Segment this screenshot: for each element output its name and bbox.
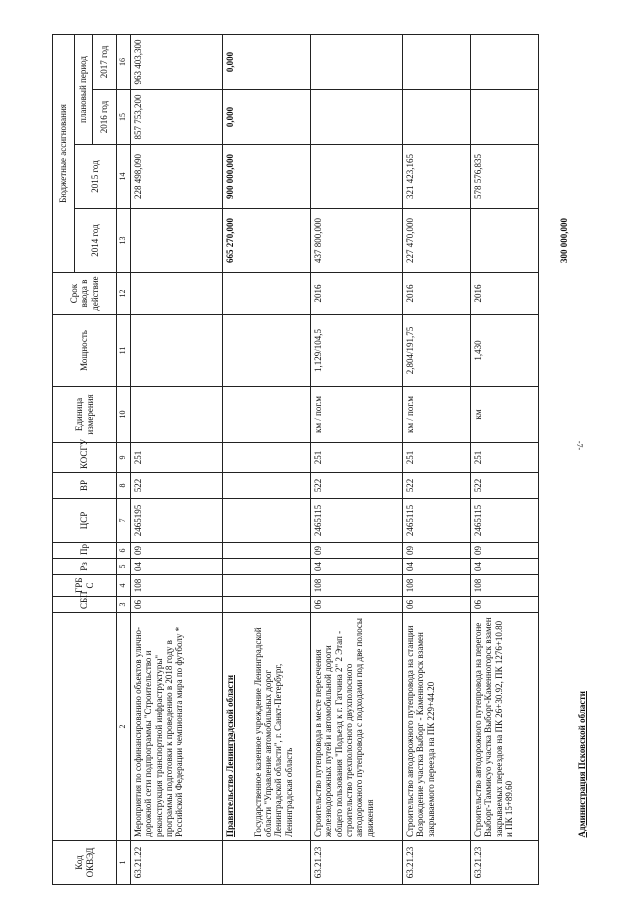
header-vr: ВР <box>53 473 117 499</box>
capacity-value <box>131 315 223 387</box>
skp-value <box>539 597 590 613</box>
capacity-value: 1,430 <box>471 315 539 387</box>
header-capacity: Мощность <box>53 315 117 387</box>
grbs-value <box>539 575 590 597</box>
term-value <box>539 273 590 315</box>
okved-code <box>251 841 311 885</box>
row-name: Строительство автодорожного путепровода на станции Возрождение участка Выборг - Каменногорск взамен закрываемого переезда на ПК 229+44.20 <box>403 613 471 841</box>
rz-value <box>251 559 311 575</box>
col-number: 6 <box>117 543 131 559</box>
amount-2014 <box>471 209 539 273</box>
amount-2016 <box>539 90 590 145</box>
table-row <box>311 34 403 884</box>
amount-2016 <box>471 90 539 145</box>
amount-2017 <box>471 34 539 89</box>
vr-value: 522 <box>471 473 539 499</box>
kosgu-value: 251 <box>131 443 223 473</box>
kosgu-value <box>251 443 311 473</box>
term-value <box>251 273 311 315</box>
amount-2016: 0,000 <box>223 90 251 145</box>
term-value: 2016 <box>311 273 403 315</box>
amount-2014: 227 470,000 <box>403 209 471 273</box>
header-plan-period: плановый период <box>75 34 93 144</box>
unit-value: км / пог.м <box>311 387 403 443</box>
vr-value: 522 <box>403 473 471 499</box>
vr-value <box>251 473 311 499</box>
header-kosgu: КОСГУ <box>53 443 117 473</box>
pr-value <box>539 543 590 559</box>
pr-value <box>223 543 251 559</box>
unit-value <box>251 387 311 443</box>
grbs-value: 108 <box>403 575 471 597</box>
col-number: 14 <box>117 145 131 209</box>
header-name <box>53 613 117 841</box>
amount-2014: 665 270,000 <box>223 209 251 273</box>
institution-name: Государственное казенное учреждение Ленинградской области "Управление автомобильных дорог Ленинградской области", г. Санкт-Петербург, Ленинградская область <box>251 613 311 841</box>
col-number: 15 <box>117 90 131 145</box>
header-2015: 2015 год <box>75 145 117 209</box>
col-number: 8 <box>117 473 131 499</box>
okved-code: 63.21.23 <box>471 841 539 885</box>
term-value: 2016 <box>471 273 539 315</box>
skp-value: 06 <box>471 597 539 613</box>
row-name: Строительство путепровода в месте пересечения железнодорожных путей и автомобильной дороги общего пользования "Подъезд к г. Гатчина 2" 2 Этап - строительство трехполосного двухполосного автодорожного путепровода с подходами под две полосы движения <box>311 613 403 841</box>
header-pr: Пр <box>53 543 117 559</box>
header-budget: Бюджетные ассигнования <box>53 34 75 272</box>
col-number: 10 <box>117 387 131 443</box>
okved-code <box>223 841 251 885</box>
rz-value <box>223 559 251 575</box>
table-row <box>403 34 471 884</box>
unit-value <box>131 387 223 443</box>
okved-code: 63.21.22 <box>131 841 223 885</box>
rz-value: 04 <box>311 559 403 575</box>
unit-value <box>539 387 590 443</box>
col-number: 16 <box>117 34 131 89</box>
amount-2016: 857 753,200 <box>131 90 223 145</box>
grbs-value: 108 <box>471 575 539 597</box>
capacity-value: 2,804/191,75 <box>403 315 471 387</box>
col-number: 9 <box>117 443 131 473</box>
skp-value: 06 <box>403 597 471 613</box>
header-term: Срок ввода в действие <box>53 273 117 315</box>
vr-value <box>223 473 251 499</box>
unit-value: км / пог.м <box>403 387 471 443</box>
col-number: 3 <box>117 597 131 613</box>
skp-value <box>251 597 311 613</box>
amount-2017: 963 403,300 <box>131 34 223 89</box>
rz-value: 04 <box>403 559 471 575</box>
col-number: 12 <box>117 273 131 315</box>
kosgu-value <box>223 443 251 473</box>
pr-value: 09 <box>471 543 539 559</box>
header-2016: 2016 год <box>93 90 117 145</box>
grbs-value: 108 <box>131 575 223 597</box>
amount-2017 <box>251 34 311 89</box>
table-row <box>471 34 539 884</box>
grbs-value: 108 <box>311 575 403 597</box>
col-number: 7 <box>117 499 131 543</box>
budget-table <box>52 34 589 885</box>
csr-value: 2465115 <box>311 499 403 543</box>
col-number: 11 <box>117 315 131 387</box>
table-row <box>131 34 223 884</box>
amount-2017 <box>539 34 590 89</box>
column-number-row <box>117 34 131 884</box>
kosgu-value: 251 <box>311 443 403 473</box>
kosgu-value: 251 <box>471 443 539 473</box>
rotated-sheet <box>52 35 636 885</box>
grbs-value <box>251 575 311 597</box>
header-okved: Код ОКВЭД <box>53 841 117 885</box>
header-rz: Рз <box>53 559 117 575</box>
amount-2017 <box>311 34 403 89</box>
csr-value: 2465195 <box>131 499 223 543</box>
amount-2016 <box>311 90 403 145</box>
col-number: 2 <box>117 613 131 841</box>
pr-value: 09 <box>403 543 471 559</box>
row-name: Строительство автодорожного путепровода на перегоне Выборг-Таммисуо участка Выборг-Каменногорск взамен закрываемых переездов на ПК 26+30.92, ПК 1276+10.80 и ПК 15+89.60 <box>471 613 539 841</box>
amount-2014: 437 800,000 <box>311 209 403 273</box>
term-value <box>223 273 251 315</box>
header-skp: СБП <box>53 597 117 613</box>
okved-code: 63.21.23 <box>403 841 471 885</box>
page-number: -7- <box>575 440 585 451</box>
csr-value: 2465115 <box>403 499 471 543</box>
unit-value <box>223 387 251 443</box>
skp-value <box>223 597 251 613</box>
amount-2016 <box>251 90 311 145</box>
header-2014: 2014 год <box>75 209 117 273</box>
csr-value <box>539 499 590 543</box>
amount-2014 <box>131 209 223 273</box>
amount-2016 <box>403 90 471 145</box>
pr-value: 09 <box>131 543 223 559</box>
unit-value: км <box>471 387 539 443</box>
amount-2015 <box>251 145 311 209</box>
csr-value <box>223 499 251 543</box>
header-2017: 2017 год <box>93 34 117 89</box>
header-csr: ЦСР <box>53 499 117 543</box>
okved-code: 63.21.23 <box>311 841 403 885</box>
org-heading: Правительство Ленинградской области <box>223 613 251 841</box>
capacity-value <box>539 315 590 387</box>
okved-code <box>539 841 590 885</box>
csr-value <box>251 499 311 543</box>
table-row <box>539 34 590 884</box>
skp-value: 06 <box>311 597 403 613</box>
csr-value: 2465115 <box>471 499 539 543</box>
col-number: 1 <box>117 841 131 885</box>
col-number: 4 <box>117 575 131 597</box>
amount-2017: 0,000 <box>223 34 251 89</box>
pr-value <box>251 543 311 559</box>
skp-value: 06 <box>131 597 223 613</box>
rz-value: 04 <box>471 559 539 575</box>
capacity-value <box>251 315 311 387</box>
rz-value: 04 <box>131 559 223 575</box>
amount-2015 <box>539 145 590 209</box>
org-heading: Администрация Псковской области <box>576 691 587 838</box>
vr-value: 522 <box>311 473 403 499</box>
table-row <box>251 34 311 884</box>
kosgu-value: 251 <box>403 443 471 473</box>
header-unit: Единица измерения <box>53 387 117 443</box>
amount-2014 <box>251 209 311 273</box>
col-number: 5 <box>117 559 131 575</box>
rz-value <box>539 559 590 575</box>
pr-value: 09 <box>311 543 403 559</box>
header-grbs: ГРБ С <box>53 575 117 597</box>
amount-2015: 228 498,090 <box>131 145 223 209</box>
grbs-value <box>223 575 251 597</box>
amount-2014: 300 000,000 <box>558 218 569 263</box>
capacity-value <box>223 315 251 387</box>
vr-value: 522 <box>131 473 223 499</box>
row-name: Мероприятия по софинансированию объектов улично-дорожной сети подпрограммы "Строительство и реконструкция транспортной инфраструктуры" программы подготовки к проведению в 2018 году в Российской Федерации чемпионата мира по футболу * <box>131 613 223 841</box>
capacity-value: 1,129/104,5 <box>311 315 403 387</box>
term-value <box>131 273 223 315</box>
amount-2015 <box>311 145 403 209</box>
table-row <box>223 34 251 884</box>
vr-value <box>539 473 590 499</box>
term-value: 2016 <box>403 273 471 315</box>
col-number: 13 <box>117 209 131 273</box>
amount-2015: 900 000,000 <box>223 145 251 209</box>
amount-2015: 578 576,835 <box>471 145 539 209</box>
amount-2015: 321 423,165 <box>403 145 471 209</box>
amount-2017 <box>403 34 471 89</box>
